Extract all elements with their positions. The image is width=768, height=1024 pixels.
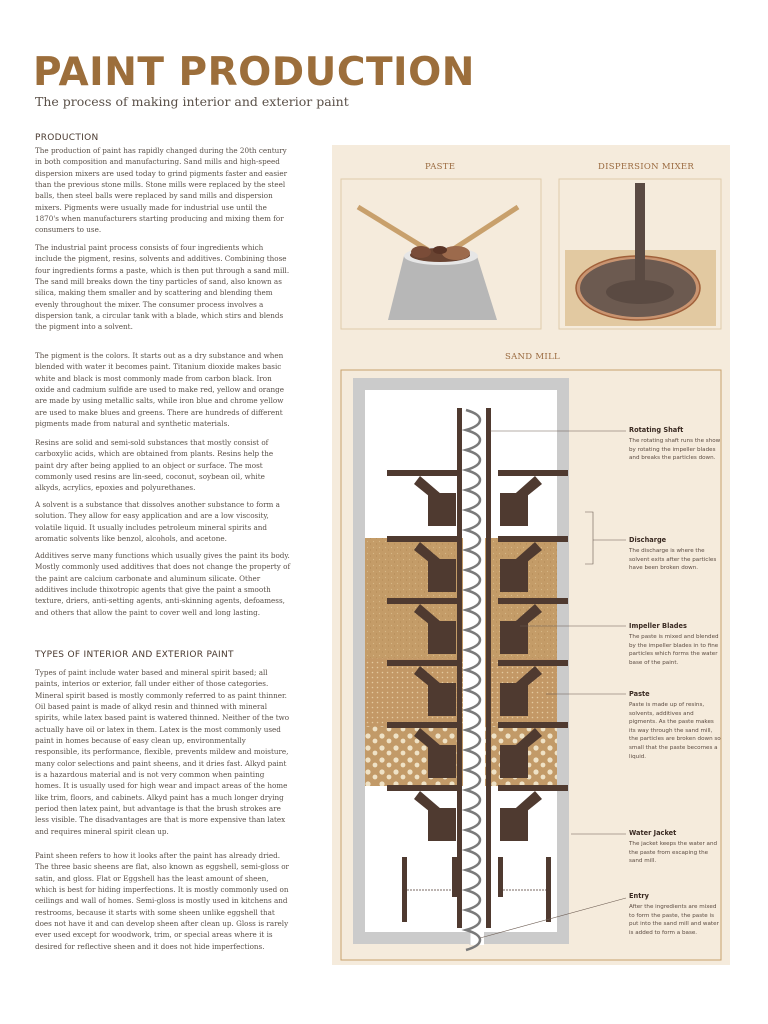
- callout-description: The rotating shaft runs the show by rotating the impeller blades and breaks the particles down.: [629, 438, 721, 462]
- production-paragraph: A solvent is a substance that dissolves another substance to form a solution. They allow for easy application and are a low viscosity, volatile liquid. It usually includes petroleum mineral spirits and aromatic solvents like benzol, alcohols, and acetone.: [35, 500, 280, 544]
- callout-description: Paste is made up of resins, solvents, additives and pigments. As the paste makes its way through the sand mill, the particles are broken down so small that the paste becomes a liquid.: [629, 702, 721, 760]
- production-paragraph: Resins are solid and semi-sold substances that mostly consist of carboxylic acids, which are obtained from plants. Resins help the paint dry after being applied to an object or surface. The most commonly used resins are lin-seed, coconut, soybean oil, white alkyds, acrylics, epoxies and polyurethanes.: [35, 438, 274, 493]
- dispersion-mixer-illustration: [559, 179, 721, 329]
- callout-description: The paste is mixed and blended by the impeller blades in to fine particles which forms the water base of the paint.: [629, 634, 719, 666]
- callout-description: After the ingredients are mixed to form the paste, the paste is put into the sand mill and water is added to form a base.: [629, 904, 719, 936]
- callout-title: Rotating Shaft: [629, 426, 684, 434]
- callout-description: The jacket keeps the water and the paste from escaping the sand mill.: [629, 841, 718, 865]
- types-heading: TYPES OF INTERIOR AND EXTERIOR PAINT: [35, 650, 234, 660]
- types-paragraph: Paint sheen refers to how it looks after the paint has already dried. The three basic sheens are flat, also known as eggshell, semi-gloss or satin, and gloss. Flat or Eggshell has the least amount of sheen, which is best for hiding imperfections. It is mostly commonly used on ceilings and wall of homes. Semi-gloss is mostly used in kitchens and restrooms, because it starts with some sheen unlike eggshell that does not have it and can develop sheen after clean up. Gloss is rarely ever used except for woodwork, trim, or special areas where it is desired for reflective sheen and it does not hide imperfections.: [35, 851, 289, 951]
- production-paragraph: The industrial paint process consists of four ingredients which include the pigment, resins, solvents and additives. Combining those four ingredients forms a paste, which is then put through a sand mill. The sand mill breaks down the tiny particles of sand, also known as silica, making them smaller and by scattering and blending them evenly throughout the mixer. The consumer process involves a dispersion tank, a circular tank with a blade, which stirs and blends the pigment into a solvent.: [35, 243, 290, 332]
- production-paragraph: Additives serve many functions which usually gives the paint its body. Mostly commonly used additives that does not change the property of the paint are calcium carbonate and aluminum silicate. Other additives include thixotropic agents that give the paint a smooth texture, driers, anti-setting agents, anti-skinning agents, defoamess, and others that allow the paint to cover well and long lasting.: [35, 551, 291, 617]
- types-paragraph: Types of paint include water based and mineral spirit based; all paints, interios or exterior, fall under either of those categories. Mineral spirit based is mostly commonly referred to as paint thinner. Oil based paint is made of alkyd resin and thinned with mineral spirits, while latex based paint is watered thinned. Neither of the two actually have oil or latex in them. Latex is the most commonly used paint in homes because of easy clean up, environmentally responsible, its performance, flexible, prevents mildew and moisture, many color selections and paint sheens, and it dries fast. Alkyd paint is a hazardous material and is not very common when painting homes. It is usually used for high wear and impact areas of the home like trim, floors, and cabinets. Alkyd paint has a much longer drying period then latex paint, but advantage is that the brush strokes are less visible. The disadvantages are that is more expensive than latex and requires mineral spirit clean up.: [35, 668, 290, 836]
- page-title: PAINT PRODUCTION: [33, 50, 475, 95]
- callout-rotating-shaft: [629, 426, 721, 463]
- callout-title: Paste: [629, 690, 650, 698]
- callout-title: Entry: [629, 892, 649, 900]
- sand-mill-label: SAND MILL: [505, 352, 560, 362]
- paste-illustration: [341, 179, 541, 329]
- production-paragraph: The pigment is the colors. It starts out as a dry substance and when blended with water it becomes paint. Titanium dioxide makes basic white and black is most commonly made from carbon black. Iron oxide and cadmium sulfide are used to make red, yellow and orange are made by using metallic salts, while iron blue and chrome yellow are used to make blues and greens. There are hundreds of different pigments made from natural and synthetic materials.: [35, 351, 285, 429]
- callout-impeller-blades: [629, 622, 721, 667]
- callout-title: Water Jacket: [629, 829, 677, 837]
- callout-water-jacket: [629, 829, 721, 866]
- callout-paste: [629, 690, 721, 761]
- callout-title: Discharge: [629, 536, 667, 544]
- callout-entry: [629, 892, 721, 937]
- page-subtitle: The process of making interior and exterior paint: [35, 94, 349, 109]
- callout-title: Impeller Blades: [629, 622, 687, 630]
- dispersion-mixer-label: DISPERSION MIXER: [598, 162, 695, 172]
- callout-discharge: [629, 536, 721, 573]
- paste-label: PASTE: [425, 162, 456, 172]
- production-paragraph: The production of paint has rapidly changed during the 20th century in both composition and manufacturing. Sand mills and high-speed dispersion mixers are used today to grind pigments faster and easier than the previous stone mills. Stone mills were replaced by the steel balls, then steel balls were replaced by sand mills and dispersion mixers. Pigments were usually made for industrial use until the 1870's when manufacturers starting producing and mixing them for consumers to use.: [35, 146, 288, 235]
- production-heading: PRODUCTION: [35, 133, 99, 143]
- callout-description: The discharge is where the solvent exits after the particles have been broken down.: [629, 548, 717, 572]
